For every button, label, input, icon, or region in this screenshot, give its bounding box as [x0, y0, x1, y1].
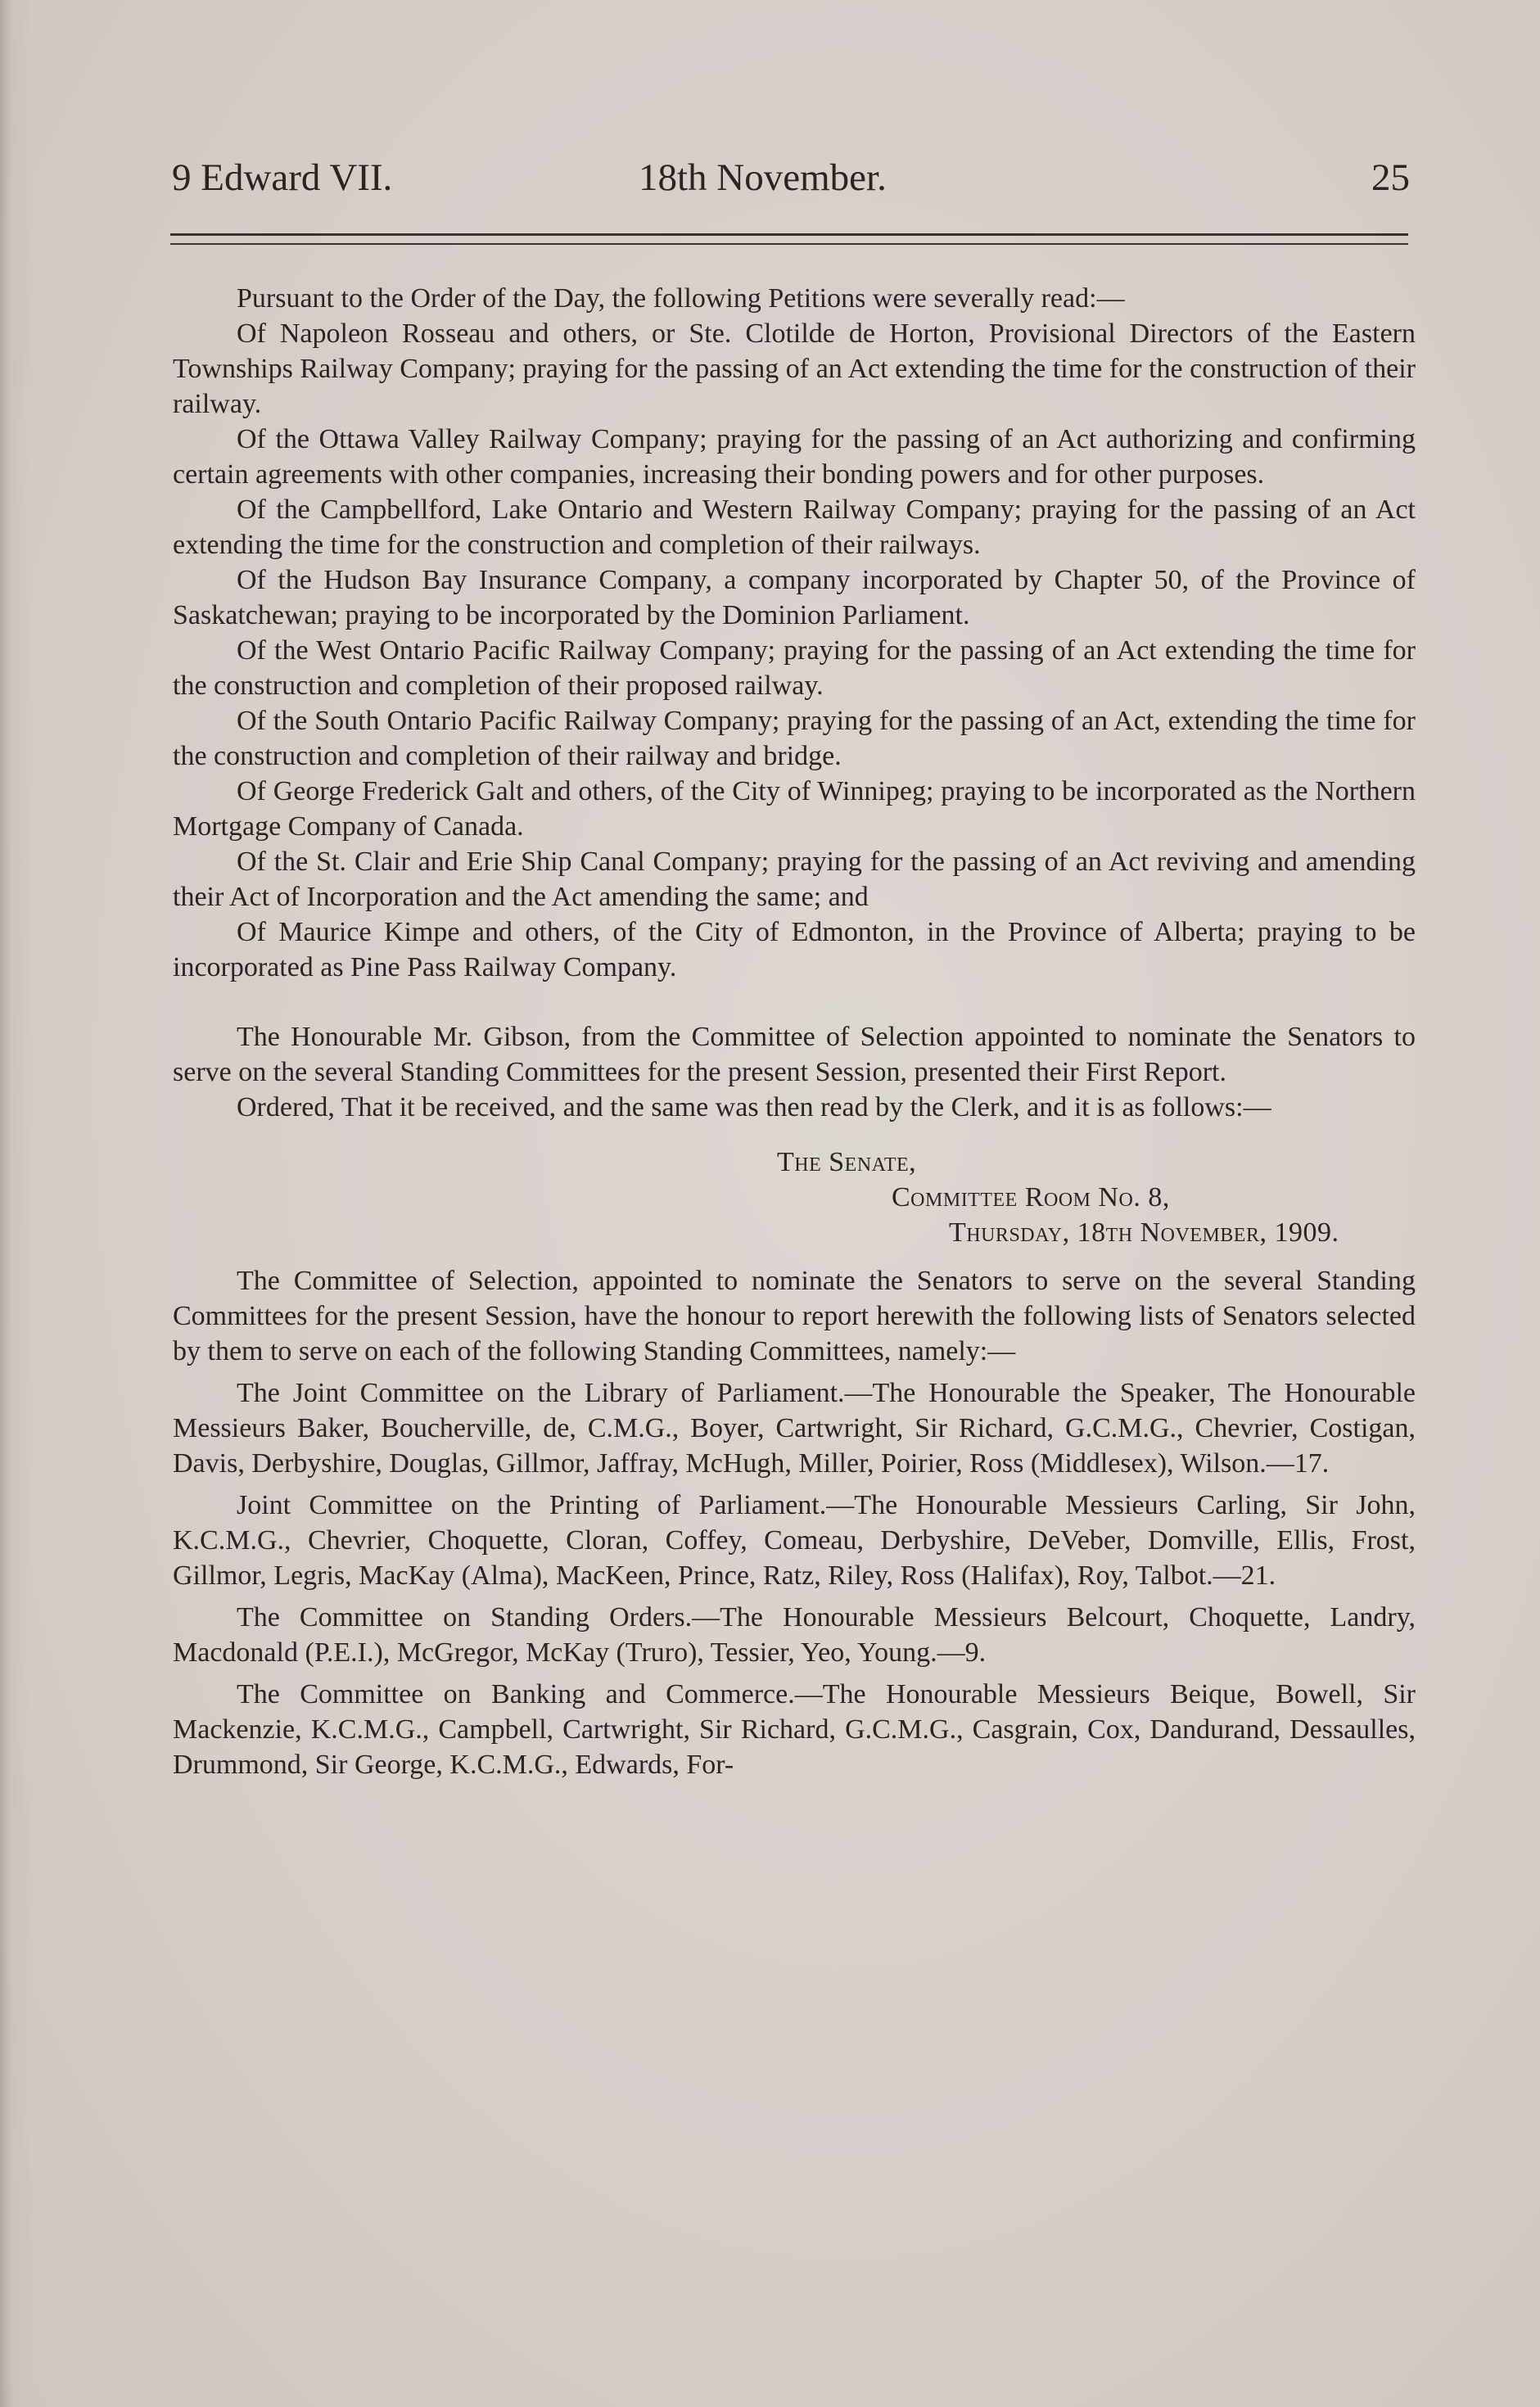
signature-room: Committee Room No. 8,	[892, 1182, 1170, 1213]
signature-senate: The Senate,	[777, 1147, 917, 1177]
committee-library: The Joint Committee on the Library of Parliament.—The Honourable the Speaker, The Honourable Messieurs Baker, Boucherville, de, C.M.G., Boyer, Cartwright, Sir Richard, G.C.M.G., Chevrier, Costigan, Davis, Derbyshire, Douglas, Gillmor, Jaffray, McHugh, Miller, Poirier, Ross (Middlesex), Wilson.—17.	[173, 1378, 1416, 1479]
report-presentation: The Honourable Mr. Gibson, from the Committee of Selection appointed to nominate the Senators to serve on the several Standing Committees for the present Session, presented their First Report.	[173, 1022, 1416, 1087]
petition-item: Of the St. Clair and Erie Ship Canal Company; praying for the passing of an Act reviving and amending their Act of Incorporation and the Act amending the same; and	[173, 847, 1416, 912]
petition-item: Of Napoleon Rosseau and others, or Ste. Clotilde de Horton, Provisional Directors of the Eastern Townships Railway Company; praying for the passing of an Act extending the time for the construction of their railway.	[173, 318, 1416, 419]
section-spacer	[173, 985, 1416, 1019]
page-body	[173, 281, 1416, 1782]
petition-item: Of the West Ontario Pacific Railway Company; praying for the passing of an Act extending the time for the construction and completion of their proposed railway.	[173, 635, 1416, 701]
page-number: 25	[1371, 156, 1410, 199]
signature-date: Thursday, 18th November, 1909.	[949, 1217, 1339, 1248]
signature-spacer	[173, 1125, 1416, 1131]
committee-report-intro: The Committee of Selection, appointed to nominate the Senators to serve on the several Standing Committees for the present Session, have the honour to report herewith the following lists of Senators selected by them to serve on each of the following Standing Committees, namely:—	[173, 1266, 1416, 1366]
date-heading: 18th November.	[639, 156, 887, 199]
page-header	[172, 156, 1410, 205]
committee-banking: The Committee on Banking and Commerce.—The Honourable Messieurs Beique, Bowell, Sir Mackenzie, K.C.M.G., Campbell, Cartwright, Sir Richard, G.C.M.G., Casgrain, Cox, Dandurand, Dessaulles, Drummond, Sir George, K.C.M.G., Edwards, For-	[173, 1679, 1416, 1780]
petition-item: Of Maurice Kimpe and others, of the City of Edmonton, in the Province of Alberta; praying to be incorporated as Pine Pass Railway Company.	[173, 917, 1416, 982]
committee-standing-orders: The Committee on Standing Orders.—The Honourable Messieurs Belcourt, Choquette, Landry, Macdonald (P.E.I.), McGregor, McKay (Truro), Tessier, Yeo, Young.—9.	[173, 1602, 1416, 1668]
session-reference: 9 Edward VII.	[172, 156, 393, 199]
petition-item: Of the Hudson Bay Insurance Company, a company incorporated by Chapter 50, of the Province of Saskatchewan; praying to be incorporated by the Dominion Parliament.	[173, 565, 1416, 630]
petitions-intro: Pursuant to the Order of the Day, the following Petitions were severally read:—	[237, 283, 1125, 314]
report-order: Ordered, That it be received, and the same was then read by the Clerk, and it is as follows:—	[237, 1092, 1271, 1122]
petition-item: Of the Ottawa Valley Railway Company; praying for the passing of an Act authorizing and confirming certain agreements with other companies, increasing their bonding powers and for other purposes.	[173, 424, 1416, 490]
header-rule-bottom	[170, 243, 1408, 245]
header-rule-top	[170, 233, 1408, 236]
petition-item: Of the South Ontario Pacific Railway Company; praying for the passing of an Act, extending the time for the construction and completion of their railway and bridge.	[173, 706, 1416, 771]
committee-printing: Joint Committee on the Printing of Parliament.—The Honourable Messieurs Carling, Sir John, K.C.M.G., Chevrier, Choquette, Cloran, Coffey, Comeau, Derbyshire, DeVeber, Domville, Ellis, Frost, Gillmor, Legris, MacKay (Alma), MacKeen, Prince, Ratz, Riley, Ross (Halifax), Roy, Talbot.—21.	[173, 1490, 1416, 1591]
petition-item: Of the Campbellford, Lake Ontario and Western Railway Company; praying for the passing of an Act extending the time for the construction and completion of their railways.	[173, 494, 1416, 560]
petition-item: Of George Frederick Galt and others, of the City of Winnipeg; praying to be incorporated as the Northern Mortgage Company of Canada.	[173, 776, 1416, 842]
